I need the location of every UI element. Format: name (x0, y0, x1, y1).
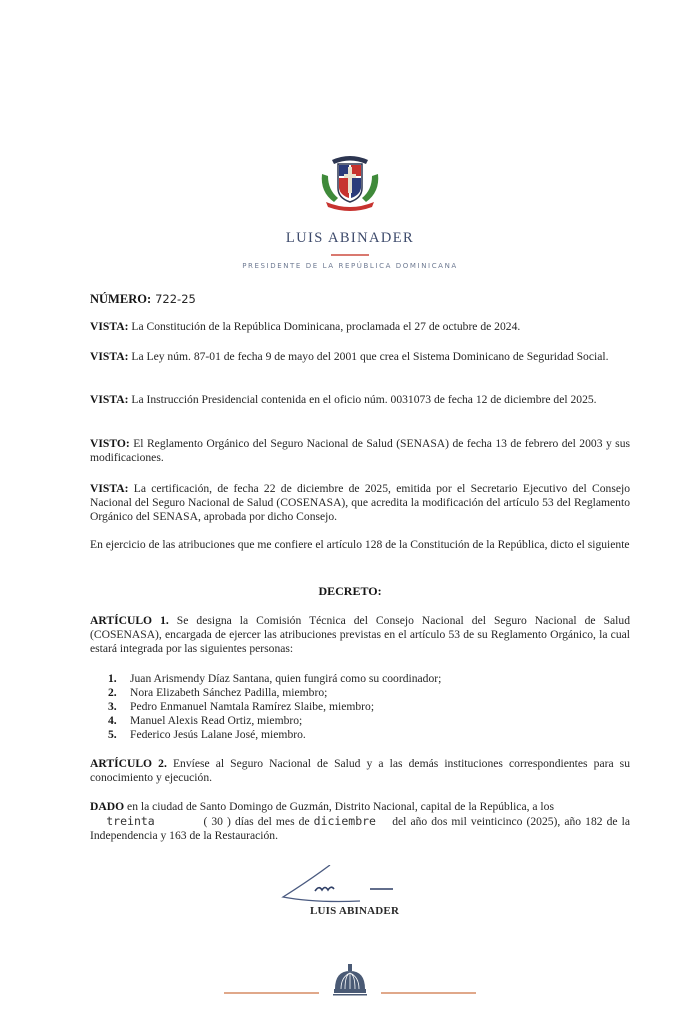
letterhead-name: LUIS ABINADER (285, 230, 415, 246)
considerando-label: VISTA: (90, 320, 129, 333)
considerando-text: La Ley núm. 87-01 de fecha 9 de mayo del 2001 que crea el Sistema Dominicano de Seguridad Social. (131, 350, 609, 363)
member-list (108, 672, 608, 742)
considerando-text: La certificación, de fecha 22 de diciembre de 2025, emitida por el Secretario Ejecutivo del Consejo Nacional del Seguro Nacional de Salud (COSENASA), que acredita la modificación del artículo 53 del Reglamento Orgánico del SENASA, aprobada por dicho Consejo. (90, 482, 630, 523)
article-label: ARTÍCULO 2. (90, 757, 167, 770)
dado-text-b: días del mes de (234, 815, 310, 828)
decree-number (90, 292, 630, 306)
day-number: ( 30 ) (203, 815, 231, 828)
accent-divider (331, 254, 369, 256)
member-text: Juan Arismendy Díaz Santana, quien fungirá como su coordinador; (130, 672, 442, 685)
list-number: 4. (108, 714, 117, 727)
considerando-text: La Instrucción Presidencial contenida en el oficio núm. 0031073 de fecha 12 de diciembre del 2025. (131, 393, 597, 406)
signer-name: LUIS ABINADER (310, 905, 400, 917)
month: diciembre (313, 814, 376, 828)
letterhead-title: PRESIDENTE DE LA REPÚBLICA DOMINICANA (242, 262, 458, 270)
list-item (108, 672, 608, 686)
considerando-label: VISTA: (90, 393, 129, 406)
dado-label: DADO (90, 800, 125, 813)
list-number: 3. (108, 700, 117, 713)
dado-text-a: en la ciudad de Santo Domingo de Guzmán, Distrito Nacional, capital de la República, a los (127, 800, 554, 813)
list-number: 2. (108, 686, 117, 699)
dado-clause (90, 800, 630, 843)
list-item (108, 700, 608, 714)
member-text: Pedro Enmanuel Namtala Ramírez Slaibe, miembro; (130, 700, 375, 713)
article-text: Se designa la Comisión Técnica del Consejo Nacional del Seguro Nacional de Salud (COSENASA), encargada de ejercer las atribuciones previstas en el artículo 53 de su Reglamento Orgánico, la cual estará integrada por las siguientes personas: (90, 614, 630, 655)
article-2 (90, 757, 630, 785)
coat-of-arms-icon (318, 152, 382, 212)
considerando-text: El Reglamento Orgánico del Seguro Nacional de Salud (SENASA) de fecha 13 de febrero del 2003 y sus modificaciones. (90, 437, 631, 464)
footer-divider-right (381, 992, 476, 994)
palace-dome-icon (331, 963, 369, 997)
signature-icon (275, 865, 415, 905)
considerando-1 (90, 320, 630, 334)
member-text: Manuel Alexis Read Ortiz, miembro; (130, 714, 303, 727)
list-number: 5. (108, 728, 117, 741)
preamble: En ejercicio de las atribuciones que me confiere el artículo 128 de la Constitución de la República, dicto el siguiente (90, 538, 630, 551)
day-words: treinta (106, 814, 155, 828)
member-text: Federico Jesús Lalane José, miembro. (130, 728, 306, 741)
considerando-3 (90, 393, 630, 407)
article-text: Envíese al Seguro Nacional de Salud y a las demás instituciones correspondientes para su conocimiento y ejecución. (90, 757, 630, 784)
list-item (108, 728, 608, 742)
considerando-label: VISTA: (90, 350, 129, 363)
considerando-5 (90, 482, 630, 524)
list-item (108, 714, 608, 728)
footer-divider-left (224, 992, 319, 994)
list-number: 1. (108, 672, 117, 685)
considerando-2 (90, 350, 630, 364)
article-label: ARTÍCULO 1. (90, 614, 169, 627)
considerando-label: VISTA: (90, 482, 129, 495)
considerando-4 (90, 437, 630, 465)
member-text: Nora Elizabeth Sánchez Padilla, miembro; (130, 686, 328, 699)
decree-number-value: 722-25 (155, 292, 196, 306)
decree-heading: DECRETO: (318, 584, 382, 598)
decree-number-label: NÚMERO: (90, 292, 152, 306)
dado-text-c: del año dos mil veinticinco (2025), año 182 de la Independencia y 163 de la Restauración. (90, 815, 630, 842)
considerando-label: VISTO: (90, 437, 130, 450)
list-item (108, 686, 608, 700)
considerando-text: La Constitución de la República Dominicana, proclamada el 27 de octubre de 2024. (131, 320, 521, 333)
article-1 (90, 614, 630, 656)
